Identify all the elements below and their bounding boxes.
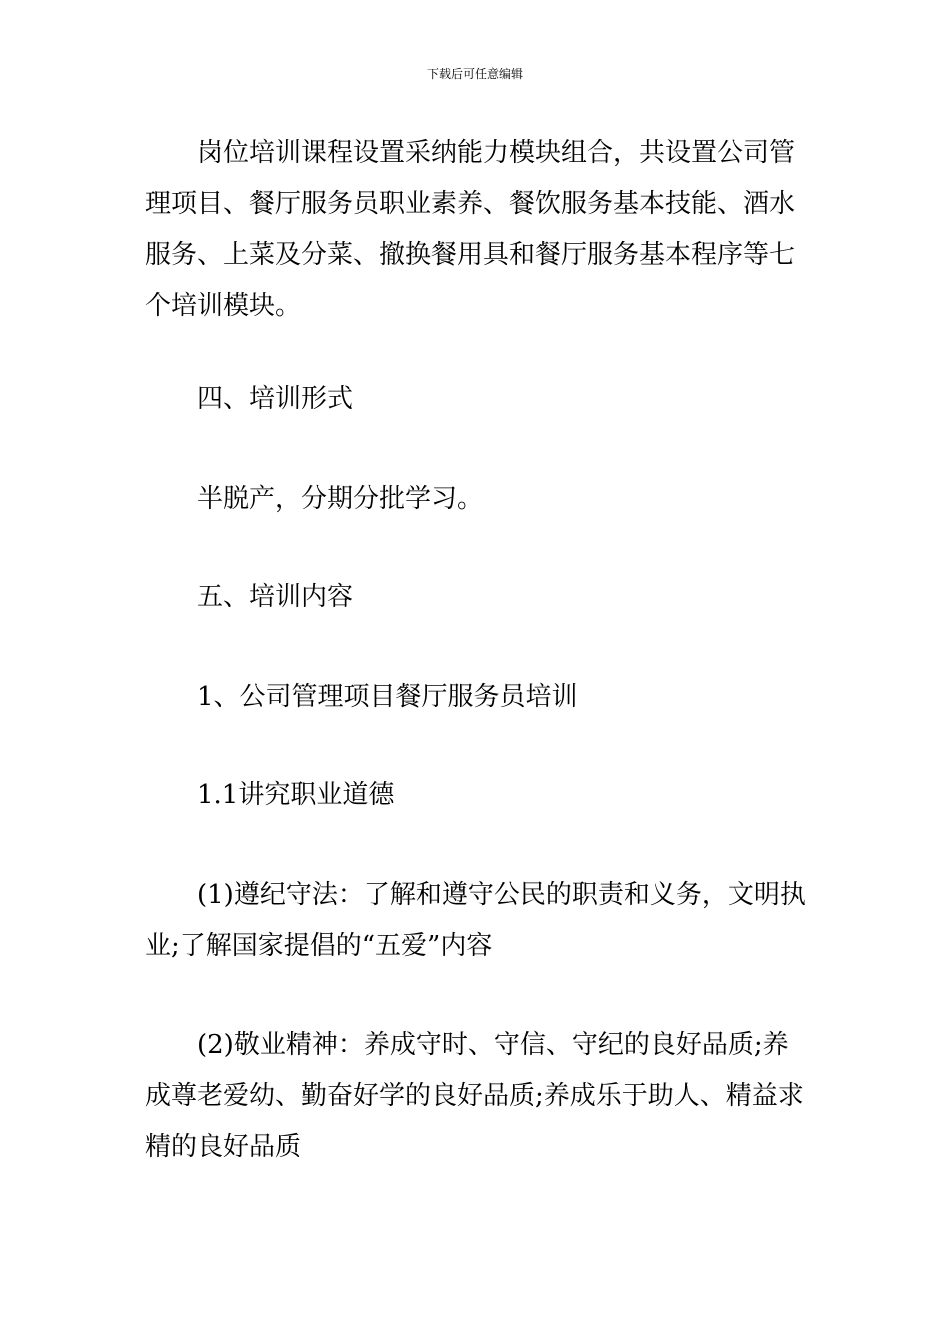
paragraph-module-overview: 岗位培训课程设置采纳能力模块组合，共设置公司管理项目、餐厅服务员职业素养、餐饮服务基本技能、酒水服务、上菜及分菜、撤换餐用具和餐厅服务基本程序等七个培训模块。: [145, 138, 796, 321]
subheading-professional-ethics: 1.1讲究职业道德: [197, 780, 395, 810]
section-heading-training-format: 四、培训形式: [197, 384, 354, 414]
header-note: 下载后可任意编辑: [426, 67, 523, 81]
subheading-company-management-training: 1、公司管理项目餐厅服务员培训: [197, 682, 578, 712]
section-heading-training-content: 五、培训内容: [197, 582, 354, 612]
paragraph-dedication: (2)敬业精神：养成守时、守信、守纪的良好品质;养成尊老爱幼、勤奋好学的良好品质;养成乐于助人、精益求精的良好品质: [145, 1030, 804, 1162]
paragraph-training-format: 半脱产，分期分批学习。: [197, 484, 484, 514]
paragraph-law-abiding: (1)遵纪守法：了解和遵守公民的职责和义务，文明执业;了解国家提倡的“五爱”内容: [145, 880, 806, 961]
